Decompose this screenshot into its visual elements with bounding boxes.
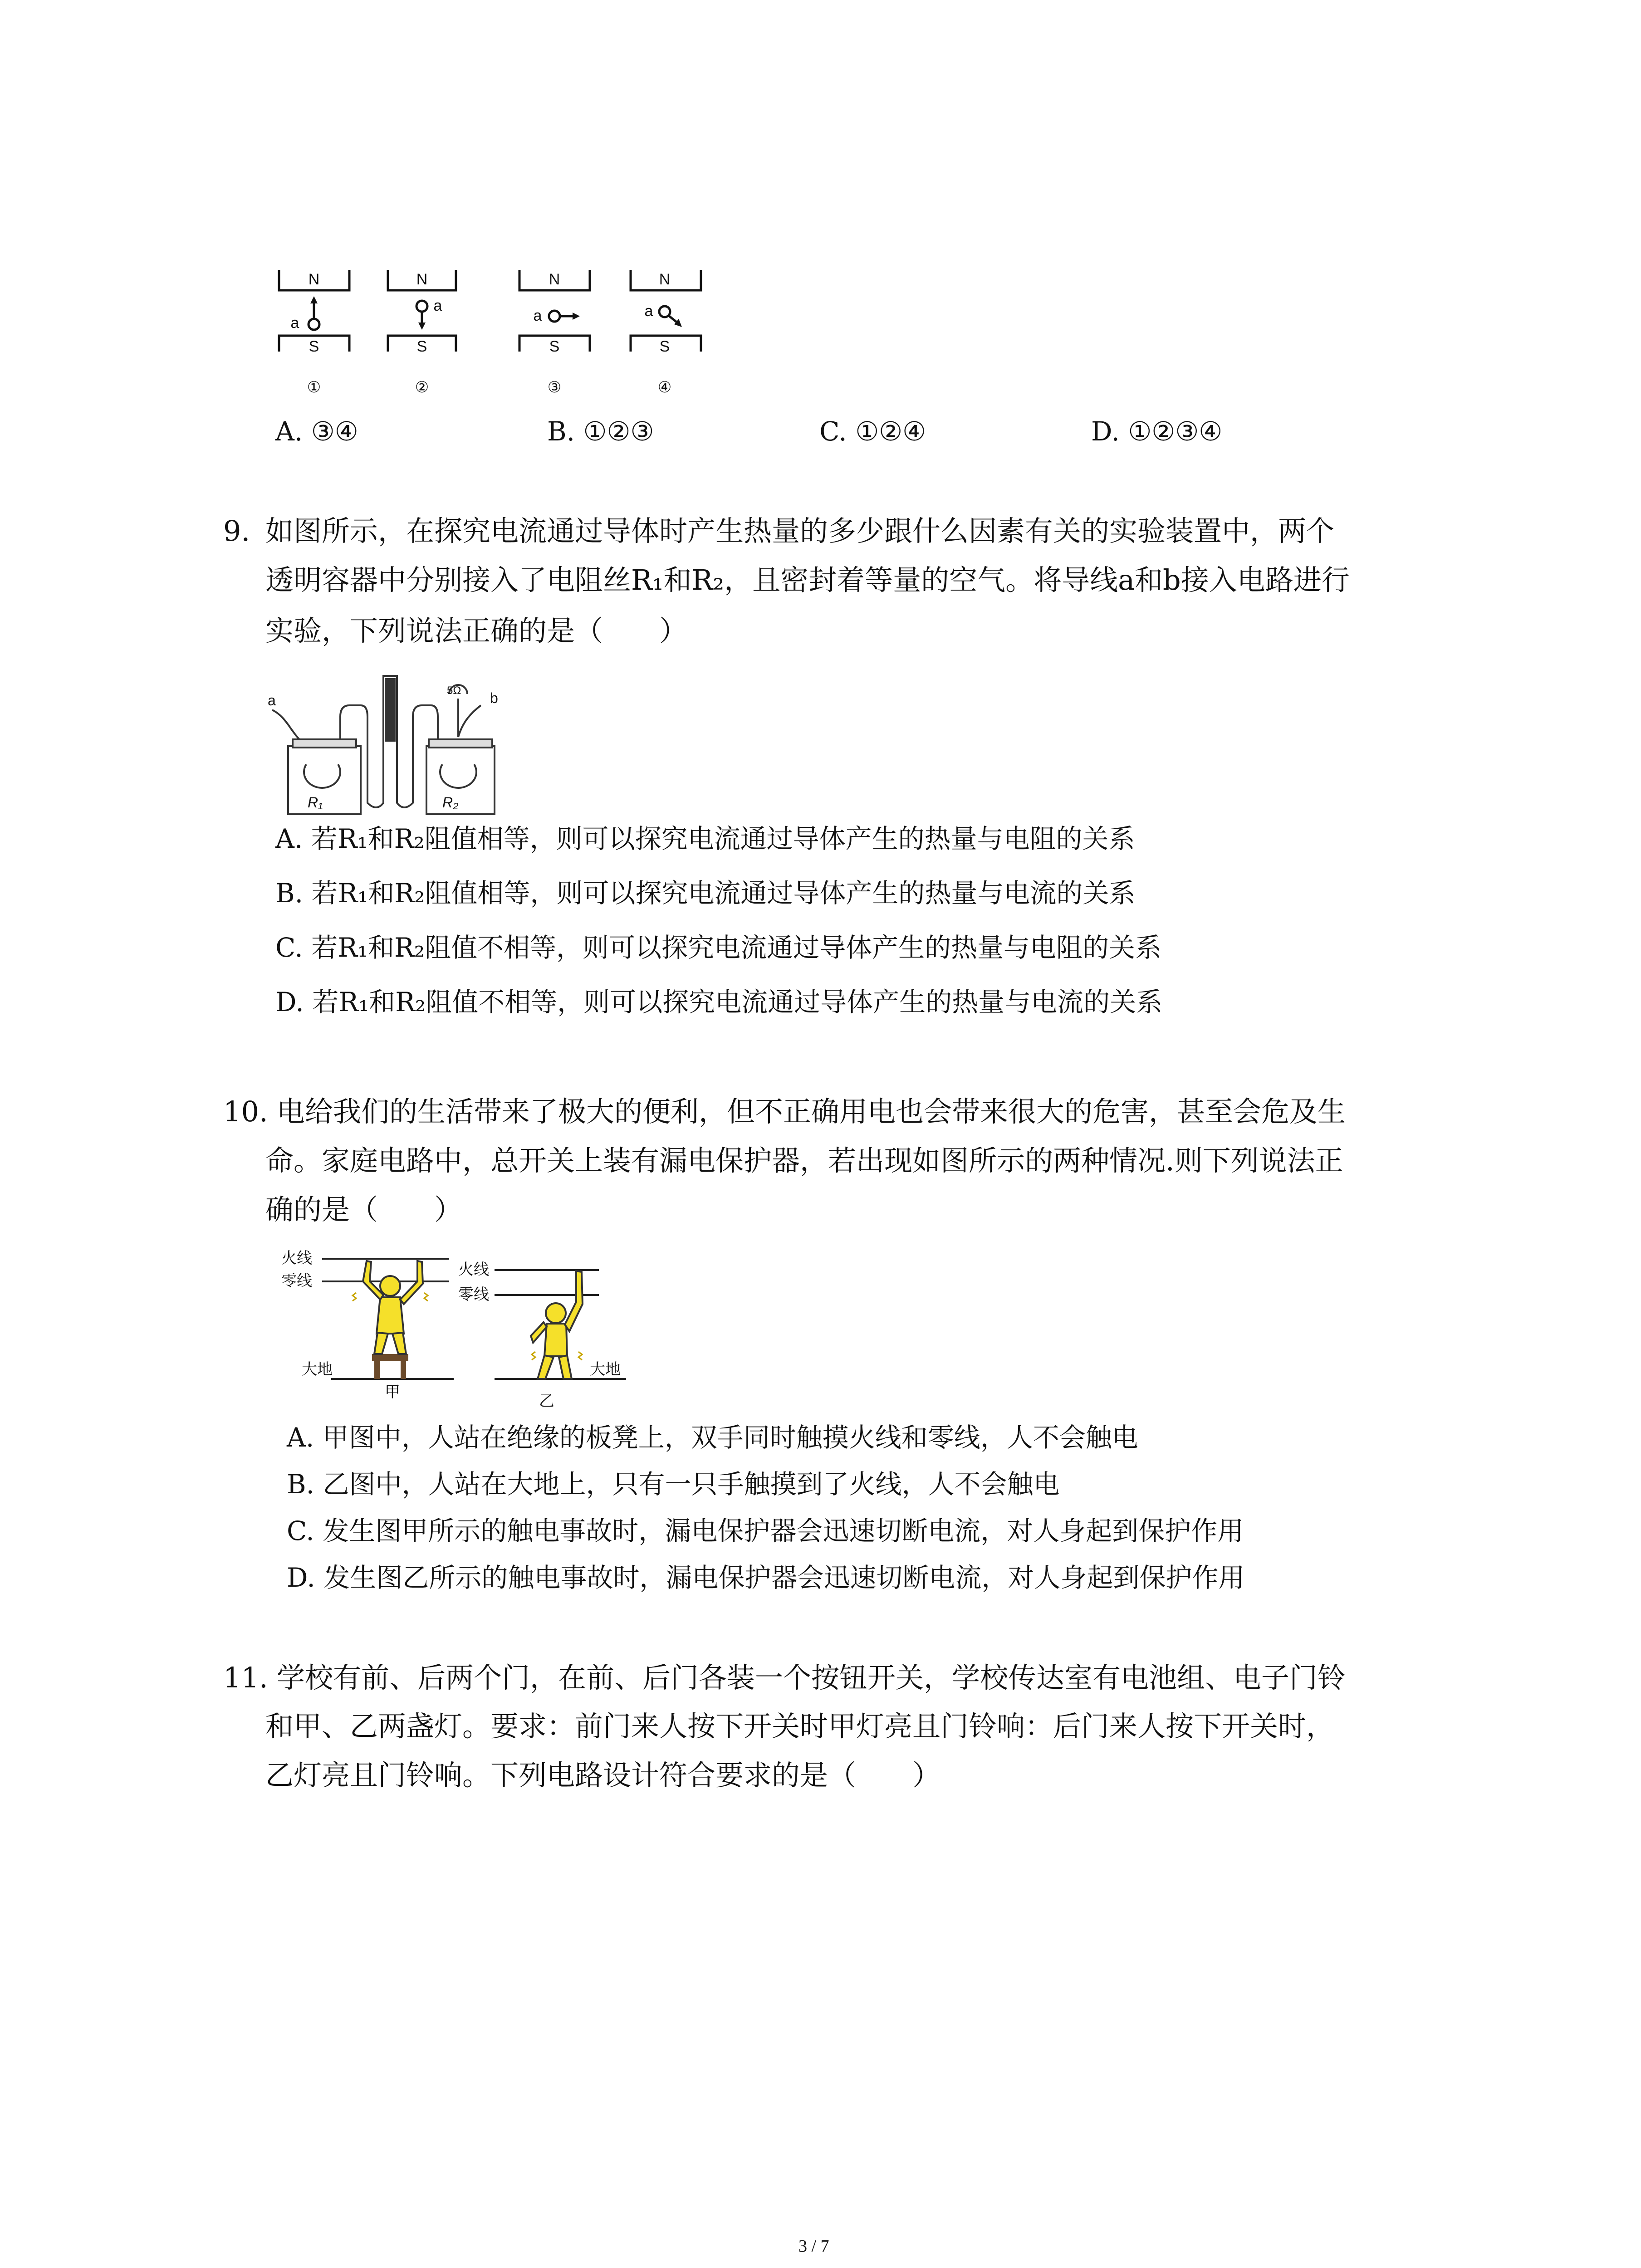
- q9-option-d[interactable]: [275, 989, 1162, 1015]
- q8-option-c[interactable]: [819, 418, 926, 445]
- option-text: 发生图甲所示的触电事故时，漏电保护器会迅速切断电流，对人身起到保护作用: [323, 1515, 1244, 1546]
- q9-resistor3-label: 5Ω: [447, 684, 461, 697]
- q10-option-b[interactable]: [287, 1469, 1060, 1500]
- q11-number: 11.: [223, 1661, 268, 1694]
- option-letter: C.: [287, 1515, 314, 1546]
- q10-live-label-yi: 火线: [458, 1261, 489, 1278]
- option-letter: D.: [287, 1562, 315, 1593]
- q8-option-d[interactable]: [1091, 418, 1222, 445]
- q8-option-a[interactable]: [275, 418, 358, 445]
- q9-option-a[interactable]: [275, 823, 1135, 854]
- q8-number-1: ①: [307, 379, 321, 396]
- q10-stem-line-3: 确的是（ ）: [265, 1193, 463, 1226]
- option-letter: B.: [287, 1469, 315, 1500]
- option-letter: B.: [547, 416, 575, 447]
- q8-n-label-2: N: [416, 271, 428, 288]
- q8-option-b[interactable]: [547, 418, 654, 445]
- option-text: 若R₁和R₂阻值相等，则可以探究电流通过导体产生的热量与电流的关系: [311, 878, 1136, 909]
- option-text: ③④: [311, 416, 358, 447]
- q11-stem-line-3: 乙灯亮且门铃响。下列电路设计符合要求的是（ ）: [265, 1759, 941, 1792]
- q9-r2-label: R₂: [442, 794, 459, 811]
- q10-option-c[interactable]: [287, 1515, 1244, 1546]
- q8-number-3: ③: [547, 379, 562, 396]
- q9-wire-a-label: a: [268, 692, 276, 709]
- q8-n-label-3: N: [549, 271, 560, 288]
- q10-neutral-label-yi: 零线: [458, 1286, 489, 1303]
- option-letter: A.: [275, 823, 303, 854]
- option-text: 乙图中，人站在大地上，只有一只手触摸到了火线，人不会触电: [323, 1469, 1060, 1500]
- option-text: ①②④: [855, 416, 926, 447]
- q10-stem-line-2: 命。家庭电路中，总开关上装有漏电保护器，若出现如图所示的两种情况.则下列说法正: [265, 1144, 1343, 1177]
- q10-option-d[interactable]: [287, 1564, 1244, 1591]
- q11-stem-line-2: 和甲、乙两盏灯。要求：前门来人按下开关时甲灯亮且门铃响：后门来人按下开关时，: [265, 1710, 1335, 1743]
- q9-stem-line-2: 透明容器中分别接入了电阻丝R₁和R₂，且密封着等量的空气。将导线a和b接入电路进行: [265, 563, 1350, 596]
- option-letter: D.: [275, 987, 304, 1017]
- q8-a-label-2: a: [433, 297, 442, 314]
- option-text: 若R₁和R₂阻值相等，则可以探究电流通过导体产生的热量与电阻的关系: [311, 823, 1135, 854]
- q8-n-label-1: N: [308, 271, 320, 288]
- q10-number: 10.: [223, 1095, 268, 1128]
- q9-option-b[interactable]: [275, 878, 1136, 909]
- option-letter: D.: [1091, 416, 1120, 447]
- option-text: 若R₁和R₂阻值不相等，则可以探究电流通过导体产生的热量与电流的关系: [312, 987, 1163, 1017]
- option-text: 若R₁和R₂阻值不相等，则可以探究电流通过导体产生的热量与电阻的关系: [311, 932, 1162, 963]
- q8-magnet-figure: [272, 261, 717, 411]
- option-letter: C.: [275, 932, 303, 963]
- q10-yi-caption: 乙: [539, 1393, 554, 1410]
- q8-s-label-2: S: [416, 338, 427, 355]
- option-letter: A.: [275, 416, 303, 447]
- q10-electric-shock-figure: [281, 1243, 644, 1420]
- option-letter: C.: [819, 416, 847, 447]
- q10-earth-label-jia: 大地: [302, 1361, 333, 1378]
- q8-s-label-3: S: [549, 338, 560, 355]
- option-text: ①②③④: [1128, 416, 1223, 447]
- q9-heat-experiment-figure: [268, 667, 513, 816]
- q10-stem-line-1: 电给我们的生活带来了极大的便利，但不正确用电也会带来很大的危害，甚至会危及生: [277, 1095, 1346, 1128]
- q10-earth-label-yi: 大地: [590, 1361, 621, 1378]
- q9-r1-label: R₁: [308, 794, 323, 811]
- q10-live-label-jia: 火线: [281, 1250, 312, 1267]
- q8-number-2b: ②: [415, 379, 429, 396]
- q11-stem-line-1: 学校有前、后两个门，在前、后门各装一个按钮开关，学校传达室有电池组、电子门铃: [277, 1661, 1346, 1694]
- option-text: 发生图乙所示的触电事故时，漏电保护器会迅速切断电流，对人身起到保护作用: [323, 1562, 1245, 1593]
- q9-number: 9.: [223, 514, 250, 547]
- option-text: 甲图中，人站在绝缘的板凳上，双手同时触摸火线和零线，人不会触电: [322, 1422, 1138, 1453]
- q9-wire-b-label: b: [490, 690, 498, 706]
- option-letter: A.: [287, 1422, 314, 1453]
- q8-s-label-1: S: [309, 338, 319, 355]
- q10-neutral-label-jia: 零线: [281, 1272, 312, 1290]
- q10-option-a[interactable]: [287, 1424, 1138, 1451]
- q8-number-4: ④: [657, 379, 672, 396]
- q10-jia-caption: 甲: [385, 1383, 400, 1401]
- q8-n-label-4: N: [659, 271, 671, 288]
- q8-a-label-4: a: [644, 303, 653, 320]
- page-number: 3 / 7: [798, 2237, 829, 2256]
- option-text: ①②③: [583, 416, 654, 447]
- q9-option-c[interactable]: [275, 934, 1161, 961]
- q9-stem-line-1: 如图所示，在探究电流通过导体时产生热量的多少跟什么因素有关的实验装置中，两个: [265, 514, 1335, 547]
- q8-a-label-3: a: [533, 307, 542, 324]
- q8-a-label-1: a: [290, 314, 299, 332]
- option-letter: B.: [275, 878, 304, 909]
- q8-s-label-4: S: [659, 338, 670, 355]
- q9-stem-line-3: 实验，下列说法正确的是（ ）: [265, 614, 688, 647]
